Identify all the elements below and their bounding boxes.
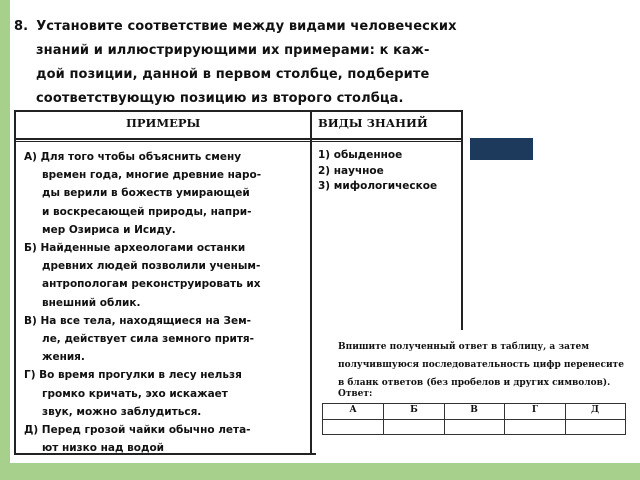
question-line-2: знаний и иллюстрирующими их примерами: к каж- <box>36 43 430 58</box>
example-line: Д) Перед грозой чайки обычно лета- <box>24 424 251 437</box>
answer-table-divider <box>444 404 445 434</box>
question-line-3: дой позиции, данной в первом столбце, подберите <box>36 67 430 82</box>
green-side-stripe <box>0 0 10 480</box>
example-line: А) Для того чтобы объяснить смену <box>24 151 242 163</box>
answer-table-rule <box>323 419 625 420</box>
answer-table-divider <box>565 404 566 434</box>
answer-col-b: Б <box>410 405 418 415</box>
example-line: антропологам реконструировать их <box>42 278 261 291</box>
examples-column-title: ПРИМЕРЫ <box>126 116 201 130</box>
example-line: ле, действует сила земного притя- <box>42 333 255 346</box>
answer-col-g: Г <box>531 405 539 415</box>
examples-list <box>24 148 304 457</box>
kind-item: 1) обыденное <box>318 149 403 161</box>
example-line: мер Озириса и Исиду. <box>42 223 176 236</box>
example-line: древних людей позволили ученым- <box>42 260 261 273</box>
kind-item: 3) мифологическое <box>318 180 438 192</box>
question-line-4: соответствующую позицию из второго столбца. <box>36 91 404 106</box>
example-line: ют низко над водой <box>42 442 165 455</box>
answer-table-divider <box>383 404 384 434</box>
answer-section <box>316 330 634 461</box>
answer-label: Ответ: <box>338 389 373 399</box>
answer-table <box>322 403 626 435</box>
kind-item: 2) научное <box>318 164 384 177</box>
example-line: звук, можно заблудиться. <box>42 405 202 418</box>
answer-col-v: В <box>470 405 478 415</box>
question-line-1: 8. Установите соответствие между видами человеческих <box>14 19 457 34</box>
header-rule-double <box>16 141 461 142</box>
answer-col-a: А <box>349 405 357 415</box>
dark-blue-block <box>470 138 533 160</box>
answer-col-d: Д <box>590 405 599 415</box>
kinds-list <box>318 148 458 195</box>
example-line: Г) Во время прогулки в лесу нельзя <box>24 369 242 382</box>
question-number: 8. <box>14 19 29 34</box>
example-line: и воскресающей природы, напри- <box>42 205 252 218</box>
header-rule <box>16 138 461 140</box>
example-line: громко кричать, эхо искажает <box>42 387 228 400</box>
example-line: жения. <box>42 351 85 364</box>
example-line: ды верили в божеств умирающей <box>42 187 250 200</box>
answer-instruction: Впишите полученный ответ в таблицу, а затем получившуюся последовательность цифр перенесите в бланк ответов (без пробелов и других символов). <box>338 342 624 388</box>
example-line: времен года, многие древние наро- <box>42 169 262 182</box>
example-line: внешний облик. <box>42 296 141 309</box>
kinds-column-title: ВИДЫ ЗНАНИЙ <box>318 116 428 130</box>
question-text <box>14 15 474 111</box>
example-line: Б) Найденные археологами останки <box>24 242 246 255</box>
column-divider <box>310 112 312 453</box>
answer-table-divider <box>504 404 505 434</box>
example-line: В) На все тела, находящиеся на Зем- <box>24 314 252 327</box>
green-bottom-stripe <box>0 463 640 480</box>
